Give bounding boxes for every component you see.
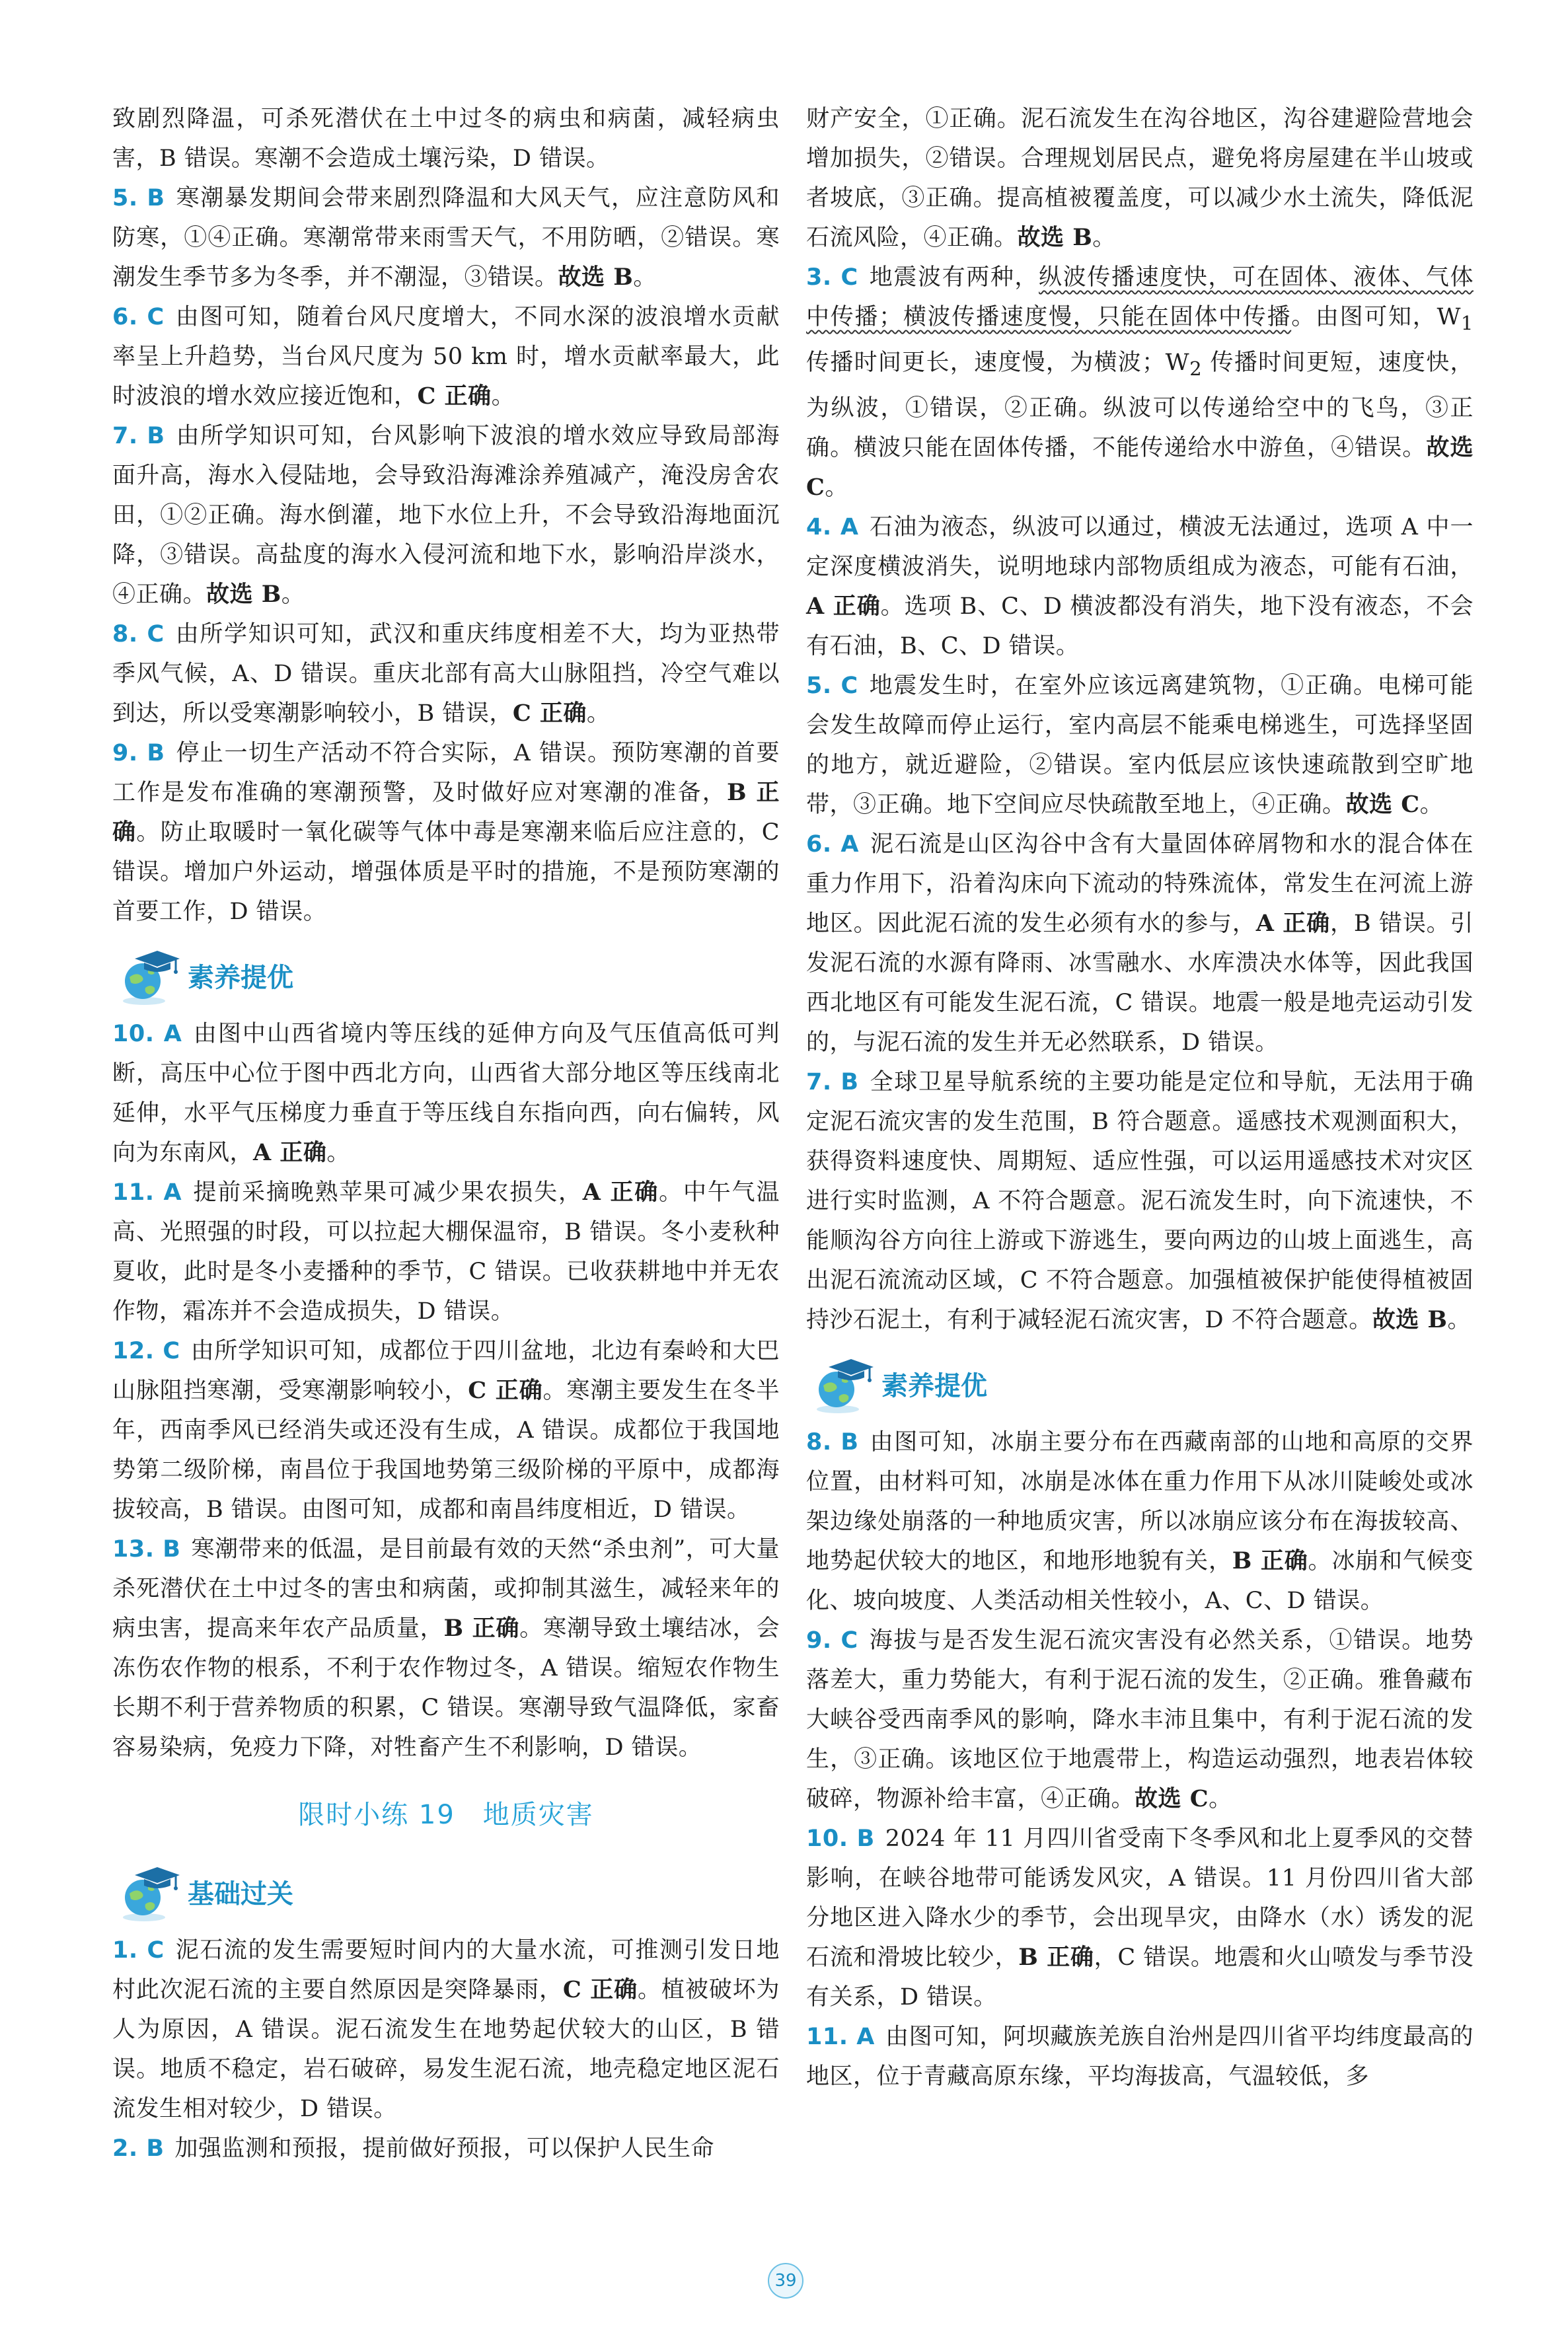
answer-item: 11. A 提前采摘晚熟苹果可减少果农损失，A 正确。中午气温高、光照强的时段，可以拉起大棚保温帘，B 错误。冬小麦秋种夏收，此时是冬小麦播种的季节，C 错误。已收获耕地中并无农作物，霜冻并不会造成损失，D 错误。: [112, 1179, 780, 1325]
section-title: 素养提优: [881, 1371, 987, 1401]
answer-list-b: [112, 1014, 780, 1767]
answer-item: 8. B 由图可知，冰崩主要分布在西藏南部的山地和高原的交界位置，由材料可知，冰崩是冰体在重力作用下从冰川陡峻处或冰架边缘处崩落的一种地质灾害，所以冰崩应该分布在海拔较高、地势起伏较大的地区，和地形地貌有关，B 正确。冰崩和气候变化、坡向坡度、人类活动相关性较小，A、C、D 错误。: [806, 1429, 1474, 1614]
answer-item: 6. C 由图可知，随着台风尺度增大，不同水深的波浪增水贡献率呈上升趋势，当台风尺度为 50 km 时，增水贡献率最大，此时波浪的增水效应接近饱和，C 正确。: [112, 304, 780, 410]
continued-text: 财产安全，①正确。泥石流发生在沟谷地区，沟谷建避险营地会增加损失，②错误。合理规划居民点，避免将房屋建在半山坡或者坡底，③正确。提高植被覆盖度，可以减少水土流失，降低泥石流风险，④正确。故选 B。: [806, 106, 1474, 251]
answer-item: 11. A 由图可知，阿坝藏族羌族自治州是四川省平均纬度最高的地区，位于青藏高原东缘，平均海拔高，气温较低，多: [806, 2024, 1474, 2090]
answer-item: 4. A 石油为液态，纵波可以通过，横波无法通过，选项 A 中一定深度横波消失，说明地球内部物质组成为液态，可能有石油，A 正确。选项 B、C、D 横波都没有消失，地下没有液态，不会有石油，B、C、D 错误。: [806, 514, 1474, 659]
section-title: 素养提优: [188, 963, 293, 993]
answer-item: 8. C 由所学知识可知，武汉和重庆纬度相差不大，均为亚热带季风气候，A、D 错误。重庆北部有高大山脉阻挡，冷空气难以到达，所以受寒潮影响较小，B 错误，C 正确。: [112, 621, 780, 727]
answer-item: 10. A 由图中山西省境内等压线的延伸方向及气压值高低可判断，高压中心位于图中西北方向，山西省大部分地区等压线南北延伸，水平气压梯度力垂直于等压线自东指向西，向右偏转，风向为东南风，A 正确。: [112, 1021, 780, 1166]
answer-item: 2. B 加强监测和预报，提前做好预报，可以保护人民生命: [112, 2135, 715, 2162]
globe-graduation-cap-icon: [112, 944, 185, 1007]
answer-item: 9. B 停止一切生产活动不符合实际，A 错误。预防寒潮的首要工作是发布准确的寒潮预警，及时做好应对寒潮的准备，B 正确。防止取暖时一氧化碳等气体中毒是寒潮来临后应注意的，C 错误。增加户外运动，增强体质是平时的措施，不是预防寒潮的首要工作，D 错误。: [112, 740, 780, 925]
answer-list-a: [112, 178, 780, 932]
intro-text: 致剧烈降温，可杀死潜伏在土中过冬的病虫和病菌，减轻病虫害，B 错误。寒潮不会造成土壤污染，D 错误。: [112, 106, 780, 172]
right-column: [806, 99, 1474, 2096]
globe-graduation-cap-icon: [112, 1861, 185, 1923]
section-header-suyang: [806, 1349, 1474, 1419]
globe-graduation-cap-icon: [806, 1352, 879, 1415]
answer-item: 3. C 地震波有两种，纵波传播速度快，可在固体、液体、气体中传播；横波传播速度慢，只能在固体中传播。由图可知，$W_1$ 传播时间更长，速度慢，为横波；$W_2$ 传播时间更短，速度快，为纵波，①错误，②正确。纵波可以传递给空中的飞鸟，③正确。横波只能在固体传播，不能传递给水中游鱼，④错误。故选 C。: [806, 264, 1474, 501]
answer-item: 6. A 泥石流是山区沟谷中含有大量固体碎屑物和水的混合体在重力作用下，沿着沟床向下流动的特殊流体，常发生在河流上游地区。因此泥石流的发生必须有水的参与，A 正确，B 错误。引发泥石流的水源有降雨、冰雪融水、水库溃决水体等，因此我国西北地区有可能发生泥石流，C 错误。地震一般是地壳运动引发的，与泥石流的发生并无必然联系，D 错误。: [806, 831, 1474, 1056]
left-column: [112, 99, 780, 2168]
answer-item: 12. C 由所学知识可知，成都位于四川盆地，北边有秦岭和大巴山脉阻挡寒潮，受寒潮影响较小，C 正确。寒潮主要发生在冬半年，西南季风已经消失或还没有生成，A 错误。成都位于我国地势第二级阶梯，南昌位于我国地势第三级阶梯的平原中，成都海拔较高，B 错误。由图可知，成都和南昌纬度相近，D 错误。: [112, 1338, 780, 1523]
answer-item: 9. C 海拔与是否发生泥石流灾害没有必然关系，①错误。地势落差大，重力势能大，有利于泥石流的发生，②正确。雅鲁藏布大峡谷受西南季风的影响，降水丰沛且集中，有利于泥石流的发生，③正确。该地区位于地震带上，构造运动强烈，地表岩体较破碎，物源补给丰富，④正确。故选 C。: [806, 1627, 1474, 1812]
section-title: 基础过关: [188, 1879, 293, 1909]
answer-item: 13. B 寒潮带来的低温，是目前最有效的天然“杀虫剂”，可大量杀死潜伏在土中过冬的害虫和病菌，或抑制其滋生，减轻来年的病虫害，提高来年农产品质量，B 正确。寒潮导致土壤结冰，会冻伤农作物的根系，不利于农作物过冬，A 错误。缩短农作物生长期不利于营养物质的积累，C 错误。寒潮导致气温降低，家畜容易染病，免疫力下降，对牲畜产生不利影响，D 错误。: [112, 1536, 780, 1761]
section-header-jichu: [112, 1857, 780, 1927]
section-header-suyang: [112, 941, 780, 1010]
answer-item: 5. C 地震发生时，在室外应该远离建筑物，①正确。电梯可能会发生故障而停止运行，室内高层不能乘电梯逃生，可选择坚固的地方，就近避险，②错误。室内低层应该快速疏散到空旷地带，③正确。地下空间应尽快疏散至地上，④正确。故选 C。: [806, 673, 1474, 818]
answer-item: 7. B 全球卫星导航系统的主要功能是定位和导航，无法用于确定泥石流灾害的发生范围，B 符合题意。遥感技术观测面积大，获得资料速度快、周期短、适应性强，可以运用遥感技术对灾区进行实时监测，A 不符合题意。泥石流发生时，向下流速快，不能顺沟谷方向往上游或下游逃生，要向两边的山坡上面逃生，高出泥石流流动区域，C 不符合题意。加强植被保护能使得植被固持沙石泥土，有利于减轻泥石流灾害，D 不符合题意。故选 B。: [806, 1069, 1474, 1333]
answer-item: 7. B 由所学知识可知，台风影响下波浪的增水效应导致局部海面升高，海水入侵陆地，会导致沿海滩涂养殖减产，淹没房舍农田，①②正确。海水倒灌，地下水位上升，不会导致沿海地面沉降，③错误。高盐度的海水入侵河流和地下水，影响沿岸淡水，④正确。故选 B。: [112, 423, 780, 608]
answer-list-e: [806, 1422, 1474, 2096]
page-number: 39: [768, 2263, 803, 2299]
answer-item: 5. B 寒潮暴发期间会带来剧烈降温和大风天气，应注意防风和防寒，①④正确。寒潮常带来雨雪天气，不用防晒，②错误。寒潮发生季节多为冬季，并不潮湿，③错误。故选 B。: [112, 185, 780, 291]
answer-item: 1. C 泥石流的发生需要短时间内的大量水流，可推测引发日地村此次泥石流的主要自然原因是突降暴雨，C 正确。植被破坏为人为原因，A 错误。泥石流发生在地势起伏较大的山区，B 错误。地质不稳定，岩石破碎，易发生泥石流，地壳稳定地区泥石流发生相对较少，D 错误。: [112, 1937, 780, 2122]
answer-list-c: [112, 1931, 780, 2168]
answer-list-d: [806, 507, 1474, 1340]
answer-item: 10. B 2024 年 11 月四川省受南下冬季风和北上夏季风的交替影响，在峡谷地带可能诱发风灾，A 错误。11 月份四川省大部分地区进入降水少的季节，会出现旱灾，由降水（水）诱发的泥石流和滑坡比较少，B 正确，C 错误。地震和火山喷发与季节没有关系，D 错误。: [806, 1826, 1474, 2011]
lesson-title: 限时小练 19 地质灾害: [298, 1800, 594, 1830]
wavy-underline-text: 纵波传播速度快，可在固体、液体、气体中传播；横波传播速度慢，只能在固体中传播: [806, 264, 1474, 330]
